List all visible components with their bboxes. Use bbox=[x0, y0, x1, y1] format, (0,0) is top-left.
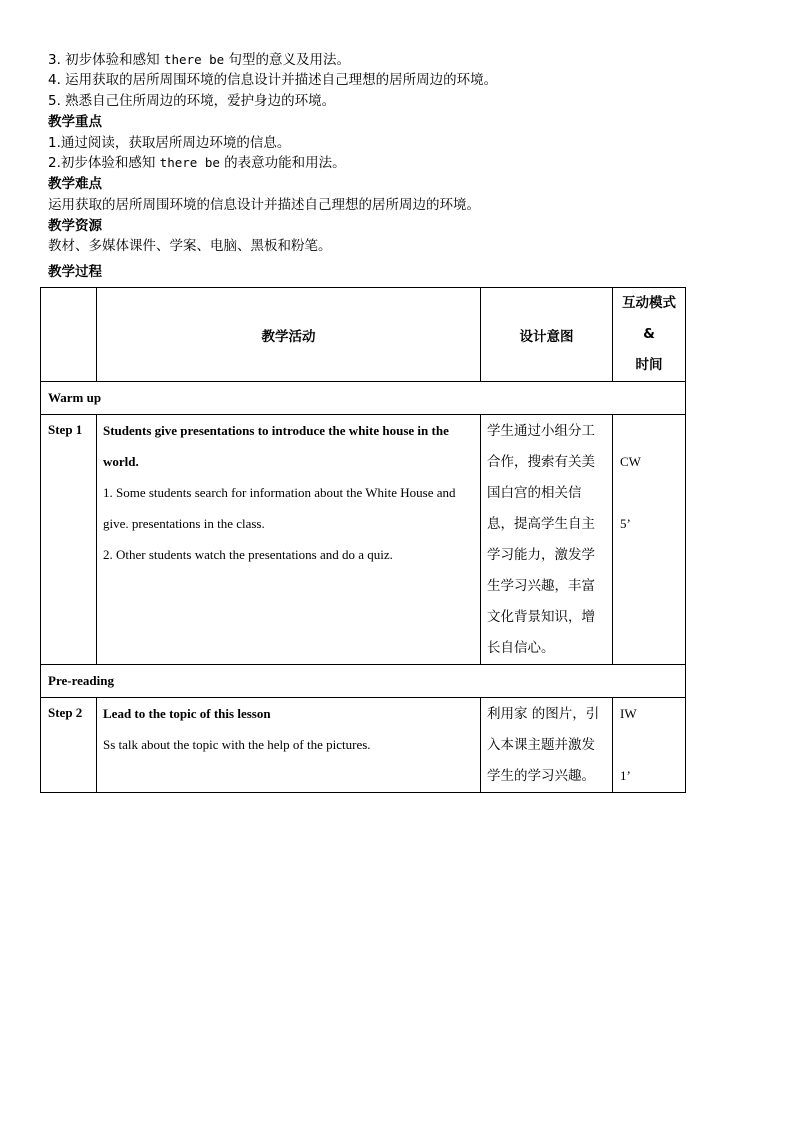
time-value: 1’ bbox=[620, 768, 631, 783]
key-point-2 bbox=[48, 153, 346, 173]
section-name: Warm up bbox=[41, 382, 686, 415]
mode-cell bbox=[613, 415, 686, 665]
activity-cell bbox=[97, 415, 481, 665]
activity-title: Students give presentations to introduce the white house in the world. bbox=[103, 423, 449, 469]
objective-3-code: there be bbox=[163, 52, 225, 67]
activity-item: Ss talk about the topic with the help of the pictures. bbox=[103, 737, 371, 752]
section-row-prereading bbox=[41, 665, 686, 698]
process-heading: 教学过程 bbox=[48, 264, 102, 280]
objective-5: 5. 熟悉自己住所周边的环境，爱护身边的环境。 bbox=[48, 93, 336, 109]
resources-text: 教材、多媒体课件、学案、电脑、黑板和粉笔。 bbox=[48, 238, 332, 254]
mode-value: CW bbox=[620, 454, 641, 469]
intent-cell: 学生通过小组分工合作，搜索有关美国白宫的相关信息，提高学生自主学习能力，激发学生学习兴趣，丰富文化背景知识，增长自信心。 bbox=[481, 415, 613, 665]
objective-4: 4. 运用获取的居所周围环境的信息设计并描述自己理想的居所周边的环境。 bbox=[48, 72, 498, 88]
step-label: Step 1 bbox=[41, 415, 97, 665]
key-point-1: 1.通过阅读，获取居所周边环境的信息。 bbox=[48, 135, 291, 151]
header-mode-line1: 互动模式 bbox=[622, 295, 676, 311]
header-mode-line3: 时间 bbox=[635, 357, 663, 373]
objective-3-text-end: 句型的意义及用法。 bbox=[224, 52, 350, 68]
objective-3 bbox=[48, 50, 350, 70]
resources-heading: 教学资源 bbox=[48, 218, 102, 234]
header-activity: 教学活动 bbox=[97, 288, 481, 382]
table-header-row bbox=[41, 288, 686, 382]
section-name: Pre-reading bbox=[41, 665, 686, 698]
table-row bbox=[41, 415, 686, 665]
header-mode-line2: & bbox=[643, 326, 655, 342]
key-point-2-text-end: 的表意功能和用法。 bbox=[219, 155, 346, 171]
section-row-warmup bbox=[41, 382, 686, 415]
mode-cell bbox=[613, 698, 686, 793]
difficulties-heading: 教学难点 bbox=[48, 176, 102, 192]
header-intent: 设计意图 bbox=[481, 288, 613, 382]
activity-cell bbox=[97, 698, 481, 793]
key-points-heading: 教学重点 bbox=[48, 114, 102, 130]
lesson-plan-table bbox=[40, 287, 686, 793]
mode-value: IW bbox=[620, 706, 637, 721]
activity-item: 2. Other students watch the presentations and do a quiz. bbox=[103, 547, 393, 562]
objective-3-text: 3. 初步体验和感知 bbox=[48, 52, 164, 68]
header-step-cell bbox=[41, 288, 97, 382]
step-label: Step 2 bbox=[41, 698, 97, 793]
time-value: 5’ bbox=[620, 516, 631, 531]
key-point-2-code: there be bbox=[159, 155, 220, 170]
difficulties-text: 运用获取的居所周围环境的信息设计并描述自己理想的居所周边的环境。 bbox=[48, 197, 480, 213]
intent-cell: 利用家 的图片，引入本课主题并激发学生的学习兴趣。 bbox=[481, 698, 613, 793]
table-row bbox=[41, 698, 686, 793]
activity-title: Lead to the topic of this lesson bbox=[103, 706, 271, 721]
header-mode bbox=[613, 288, 686, 382]
activity-item: 1. Some students search for information about the White House and give. presentations in the class. bbox=[103, 485, 456, 531]
key-point-2-text: 2.初步体验和感知 bbox=[48, 155, 160, 171]
